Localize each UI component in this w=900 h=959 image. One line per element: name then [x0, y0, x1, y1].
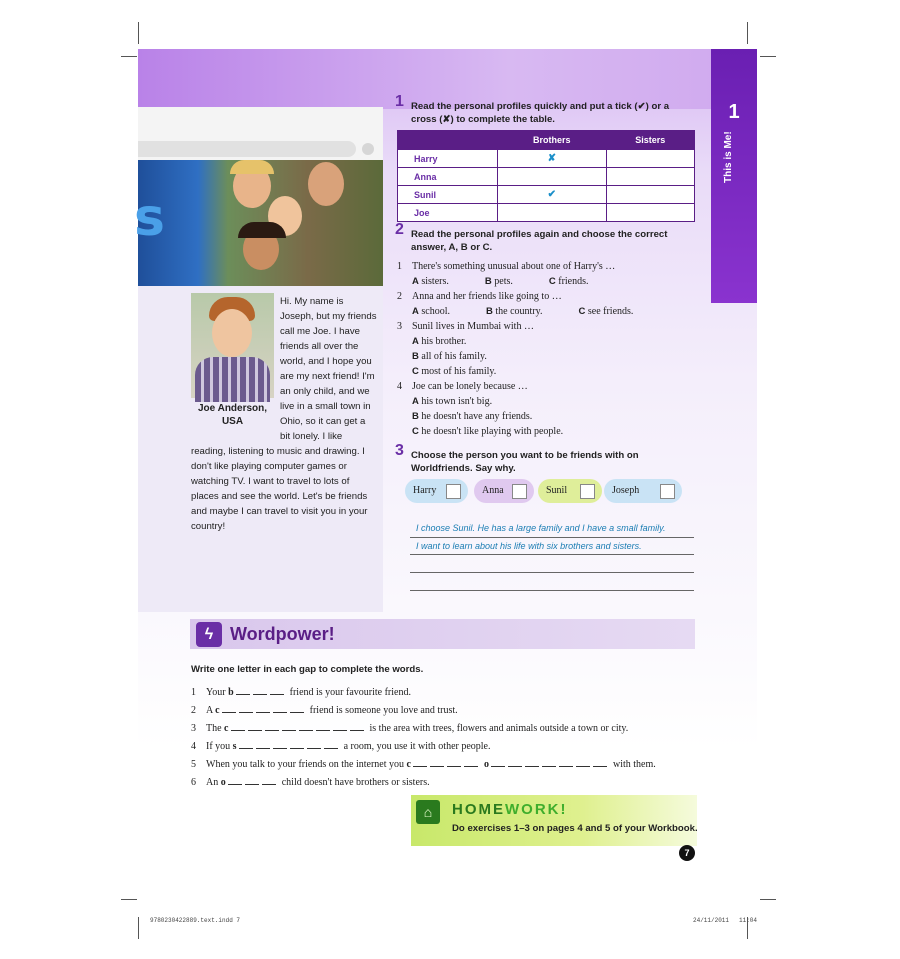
item-text-before: When you talk to your friends on the internet you — [206, 759, 405, 770]
writing-line[interactable] — [410, 572, 694, 573]
row-name: Joe — [398, 204, 498, 222]
item-text-after: child doesn't have brothers or sisters. — [281, 777, 430, 788]
exercise-2-instruction: Read the personal profiles again and choose the correct answer, A, B or C. — [411, 229, 668, 253]
question-text: Joe can be lonely because … — [412, 381, 528, 392]
option-letter: A — [412, 396, 419, 407]
letter-gap[interactable] — [256, 739, 270, 749]
item-text-after: friend is your favourite friend. — [289, 687, 411, 698]
letter-gap[interactable] — [239, 739, 253, 749]
wordpower-title: Wordpower! — [230, 624, 335, 644]
question-number: 1 — [397, 261, 402, 272]
choice-harry[interactable] — [405, 479, 468, 503]
first-letter: o — [483, 759, 489, 770]
item-text-after: with them. — [612, 759, 656, 770]
option-letter: B — [412, 411, 419, 422]
first-letter: o — [220, 777, 226, 788]
table-row — [398, 186, 695, 204]
choice-label: Anna — [482, 485, 504, 496]
letter-gap[interactable] — [491, 757, 505, 767]
letter-gap[interactable] — [265, 721, 279, 731]
item-text-before: The — [206, 723, 222, 734]
letter-gap[interactable] — [333, 721, 347, 731]
letter-gap[interactable] — [290, 739, 304, 749]
brothers-cell[interactable] — [498, 204, 607, 222]
question — [397, 319, 534, 334]
answer-option[interactable] — [412, 394, 492, 409]
row-name: Harry — [398, 150, 498, 168]
option-text: school. — [421, 306, 450, 317]
unit-number: 1 — [728, 101, 740, 123]
checkbox[interactable] — [446, 484, 461, 499]
checkbox[interactable] — [580, 484, 595, 499]
item-text-before: If you — [206, 741, 231, 752]
letter-gap[interactable] — [316, 721, 330, 731]
answer-line-2: I want to learn about his life with six brothers and sisters. — [416, 541, 642, 551]
item-text-before: Your — [206, 687, 226, 698]
answer-option[interactable] — [485, 274, 531, 289]
slug-date: 24/11/2011 — [693, 917, 730, 924]
table-header — [398, 131, 498, 150]
table-row — [398, 168, 695, 186]
profile-body: Hi. My name is Joseph, but my friends call me Joe. I have friends all over the world, and I hope you are my next friend! I'm an only child, and we live in a small town in Ohio, so it can get a bit lonely. I like reading, listening to music and drawing. I don't like playing computer games or watching TV. I want to travel to lots of places and see the world. Let's be friends and maybe I can travel to visit you in your country! — [191, 296, 377, 532]
letter-gap[interactable] — [239, 703, 253, 713]
letter-gap[interactable] — [576, 757, 590, 767]
item-number: 5 — [191, 759, 196, 770]
table-row — [398, 204, 695, 222]
option-letter: C — [548, 276, 556, 287]
letter-gap[interactable] — [299, 721, 313, 731]
hair-icon — [238, 222, 286, 238]
letter-gap[interactable] — [253, 685, 267, 695]
exercise-2-number: 2 — [395, 221, 404, 238]
wordpower-item — [191, 739, 491, 752]
item-number: 1 — [191, 687, 196, 698]
option-text: he doesn't have any friends. — [421, 411, 533, 422]
slug-file: 9780230422889.text.indd 7 — [150, 917, 241, 924]
answer-option[interactable] — [486, 304, 561, 319]
option-text: pets. — [494, 276, 513, 287]
option-text: most of his family. — [421, 366, 497, 377]
question-text: Anna and her friends like going to … — [412, 291, 562, 302]
brothers-cell[interactable]: ✔ — [498, 186, 607, 204]
question-number: 3 — [397, 321, 402, 332]
wordpower-item — [191, 775, 430, 788]
options-row — [412, 304, 669, 319]
letter-gap[interactable] — [542, 757, 556, 767]
option-letter: C — [578, 306, 586, 317]
letter-gap[interactable] — [236, 685, 250, 695]
brothers-cell[interactable]: ✘ — [498, 150, 607, 168]
writing-line[interactable] — [410, 590, 694, 591]
exercise-1-number: 1 — [395, 93, 404, 110]
wordpower-item — [191, 685, 411, 698]
question-text: There's something unusual about one of Harry's … — [412, 261, 616, 272]
letter-gap[interactable] — [270, 685, 284, 695]
textbook-page — [134, 49, 757, 912]
row-name: Sunil — [398, 186, 498, 204]
row-name: Anna — [398, 168, 498, 186]
homework-text: Do exercises 1–3 on pages 4 and 5 of your Workbook. — [452, 823, 698, 834]
choice-sunil[interactable] — [538, 479, 602, 503]
letter-gap[interactable] — [231, 721, 245, 731]
item-number: 3 — [191, 723, 196, 734]
option-text: see friends. — [587, 306, 634, 317]
homework-title-work: WORK! — [505, 801, 568, 818]
brothers-cell[interactable] — [498, 168, 607, 186]
letter-gap[interactable] — [282, 721, 296, 731]
option-letter: A — [412, 276, 419, 287]
crop-mark — [760, 56, 776, 57]
letter-gap[interactable] — [508, 757, 522, 767]
question — [397, 259, 615, 274]
crop-mark — [138, 22, 139, 44]
siblings-table — [397, 130, 695, 222]
letter-gap[interactable] — [262, 775, 276, 785]
exercise-3-number: 3 — [395, 442, 404, 459]
letter-gap[interactable] — [273, 739, 287, 749]
question-number: 4 — [397, 381, 402, 392]
letter-gap[interactable] — [430, 757, 444, 767]
item-text-before: A — [206, 705, 213, 716]
table-header: Brothers — [498, 131, 607, 150]
item-text-after: a room, you use it with other people. — [343, 741, 491, 752]
letter-gap[interactable] — [256, 703, 270, 713]
photo-letter: s — [134, 188, 165, 248]
answer-option[interactable] — [412, 334, 466, 349]
browser-address-field — [138, 141, 356, 157]
unit-tab — [711, 49, 757, 303]
answer-line-1: I choose Sunil. He has a large family and I have a small family. — [416, 523, 666, 533]
option-letter: B — [412, 351, 419, 362]
friends-photo — [134, 160, 383, 286]
choice-anna[interactable] — [474, 479, 534, 503]
item-text-before: An — [206, 777, 219, 788]
checkbox[interactable] — [660, 484, 675, 499]
letter-gap[interactable] — [559, 757, 573, 767]
profile-text — [191, 294, 377, 534]
crop-mark — [138, 917, 139, 939]
answer-option[interactable] — [412, 424, 563, 439]
option-letter: A — [412, 336, 419, 347]
item-number: 2 — [191, 705, 196, 716]
item-number: 6 — [191, 777, 196, 788]
item-text-after: friend is someone you love and trust. — [309, 705, 458, 716]
checkbox[interactable] — [512, 484, 527, 499]
sisters-cell[interactable] — [606, 204, 694, 222]
crop-mark — [760, 899, 776, 900]
sisters-cell[interactable] — [606, 186, 694, 204]
profile-name: Joe Anderson, USA — [197, 403, 268, 427]
letter-gap[interactable] — [248, 721, 262, 731]
wordpower-item — [191, 757, 656, 770]
option-text: the country. — [495, 306, 543, 317]
face-icon — [308, 162, 344, 206]
page-number: 7 — [679, 845, 695, 861]
house-icon: ⌂ — [416, 800, 440, 824]
choice-label: Joseph — [612, 485, 640, 496]
question-number: 2 — [397, 291, 402, 302]
option-letter: B — [485, 306, 493, 317]
item-text-after: is the area with trees, flowers and animals outside a town or city. — [369, 723, 629, 734]
option-text: his brother. — [421, 336, 467, 347]
first-letter: s — [232, 741, 237, 752]
exercise-1-instruction: Read the personal profiles quickly and put a tick (✔) or a cross (✘) to complete the table. — [411, 101, 670, 125]
answer-option[interactable] — [578, 304, 651, 319]
letter-gap[interactable] — [464, 757, 478, 767]
wordpower-item — [191, 703, 458, 716]
crop-mark — [747, 22, 748, 44]
option-letter: C — [412, 366, 419, 377]
question-text: Sunil lives in Mumbai with … — [412, 321, 534, 332]
letter-gap[interactable] — [228, 775, 242, 785]
wordpower-instruction: Write one letter in each gap to complete the words. — [191, 664, 424, 675]
sisters-cell[interactable] — [606, 168, 694, 186]
option-letter: C — [412, 426, 419, 437]
first-letter: c — [215, 705, 220, 716]
letter-gap[interactable] — [245, 775, 259, 785]
unit-title: This is Me! — [723, 131, 734, 183]
letter-gap[interactable] — [307, 739, 321, 749]
answer-option[interactable] — [412, 409, 532, 424]
letter-gap[interactable] — [413, 757, 427, 767]
choice-label: Sunil — [546, 485, 568, 496]
browser-button-icon — [362, 143, 374, 155]
letter-gap[interactable] — [273, 703, 287, 713]
answer-option[interactable] — [412, 349, 487, 364]
lightning-icon: ϟ — [196, 622, 222, 647]
sisters-cell[interactable] — [606, 150, 694, 168]
letter-gap[interactable] — [525, 757, 539, 767]
answer-option[interactable] — [549, 274, 607, 289]
slug-time: 11:04 — [739, 917, 758, 924]
letter-gap[interactable] — [350, 721, 364, 731]
option-text: friends. — [558, 276, 589, 287]
writing-line[interactable] — [410, 554, 694, 555]
answer-option[interactable] — [412, 364, 496, 379]
option-letter: A — [412, 306, 419, 317]
question — [397, 379, 528, 394]
options-row — [412, 274, 625, 289]
answer-option[interactable] — [412, 304, 468, 319]
wordpower-item — [191, 721, 628, 734]
letter-gap[interactable] — [447, 757, 461, 767]
writing-line[interactable] — [410, 537, 694, 538]
choice-label: Harry — [413, 485, 437, 496]
homework-title — [452, 801, 568, 818]
table-row — [398, 150, 695, 168]
option-text: his town isn't big. — [421, 396, 493, 407]
first-letter: c — [406, 759, 411, 770]
letter-gap[interactable] — [290, 703, 304, 713]
first-letter: b — [228, 687, 234, 698]
letter-gap[interactable] — [222, 703, 236, 713]
first-letter: c — [224, 723, 229, 734]
option-letter: B — [484, 276, 492, 287]
item-number: 4 — [191, 741, 196, 752]
hair-icon — [230, 160, 274, 174]
exercise-3-instruction: Choose the person you want to be friends with on Worldfriends. Say why. — [411, 450, 639, 474]
choice-joseph[interactable] — [604, 479, 682, 503]
answer-option[interactable] — [412, 274, 467, 289]
option-text: all of his family. — [421, 351, 487, 362]
table-header: Sisters — [606, 131, 694, 150]
option-text: sisters. — [421, 276, 449, 287]
crop-mark — [121, 899, 137, 900]
crop-mark — [121, 56, 137, 57]
letter-gap[interactable] — [593, 757, 607, 767]
option-text: he doesn't like playing with people. — [421, 426, 564, 437]
question — [397, 289, 562, 304]
homework-title-home: HOME — [452, 801, 505, 818]
letter-gap[interactable] — [324, 739, 338, 749]
